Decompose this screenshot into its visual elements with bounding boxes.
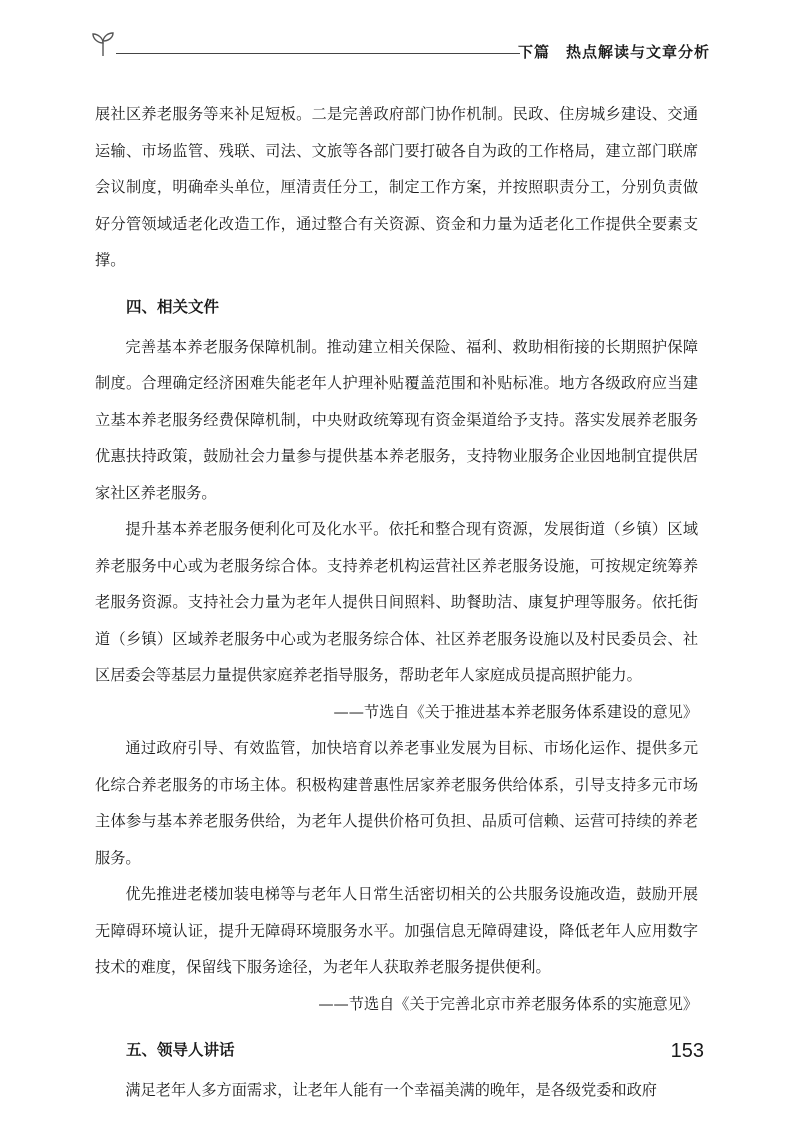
- paragraph: 完善基本养老服务保障机制。推动建立相关保险、福利、救助相衔接的长期照护保障制度。合理确定经济困难失能老年人护理补贴覆盖范围和补贴标准。地方各级政府应当建立基本养老服务经费保障机制，中央财政统筹现有资金渠道给予支持。落实发展养老服务优惠扶持政策，鼓励社会力量参与提供基本养老服务，支持物业服务企业因地制宜提供居家社区养老服务。: [95, 337, 698, 502]
- page-body: [95, 96, 698, 1109]
- heading-leader-speech: 五、领导人讲话: [126, 1041, 235, 1059]
- section-title: 下篇 热点解读与文章分析: [517, 43, 710, 61]
- paragraph: 提升基本养老服务便利化可及化水平。依托和整合现有资源，发展街道（乡镇）区域养老服务中心或为老服务综合体。支持养老机构运营社区养老服务设施，可按规定统筹养老服务资源。支持社会力量为老年人提供日间照料、助餐助洁、康复护理等服务。依托街道（乡镇）区域养老服务中心或为老服务综合体、社区养老服务设施以及村民委员会、社区居委会等基层力量提供家庭养老指导服务，帮助老年人家庭成员提高照护能力。: [95, 520, 698, 684]
- running-header: [90, 28, 710, 68]
- header-rule: [116, 53, 520, 54]
- source-citation: ——节选自《关于完善北京市养老服务体系的实施意见》: [318, 994, 698, 1013]
- paragraph: 通过政府引导、有效监管，加快培育以养老事业发展为目标、市场化运作、提供多元化综合养老服务的市场主体。积极构建普惠性居家养老服务供给体系，引导支持多元市场主体参与基本养老服务供给，为老年人提供价格可负担、品质可信赖、运营可持续的养老服务。: [95, 739, 698, 867]
- heading-related-documents: 四、相关文件: [126, 297, 220, 316]
- source-citation: ——节选自《关于推进基本养老服务体系建设的意见》: [333, 702, 698, 721]
- page-number: 153: [670, 1040, 704, 1062]
- paragraph-continued: 展社区养老服务等来补足短板。二是完善政府部门协作机制。民政、住房城乡建设、交通运输、市场监管、残联、司法、文旅等各部门要打破各自为政的工作格局，建立部门联席会议制度，明确牵头单位，厘清责任分工，制定工作方案，并按照职责分工，分别负责做好分管领域适老化改造工作，通过整合有关资源、资金和力量为适老化工作提供全要素支撑。: [95, 105, 698, 269]
- paragraph: 优先推进老楼加装电梯等与老年人日常生活密切相关的公共服务设施改造，鼓励开展无障碍环境认证，提升无障碍环境服务水平。加强信息无障碍建设，降低老年人应用数字技术的难度，保留线下服务途径，为老年人获取养老服务提供便利。: [95, 885, 698, 976]
- paragraph: 满足老年人多方面需求，让老年人能有一个幸福美满的晚年，是各级党委和政府: [125, 1081, 657, 1099]
- sprout-icon: [90, 30, 116, 58]
